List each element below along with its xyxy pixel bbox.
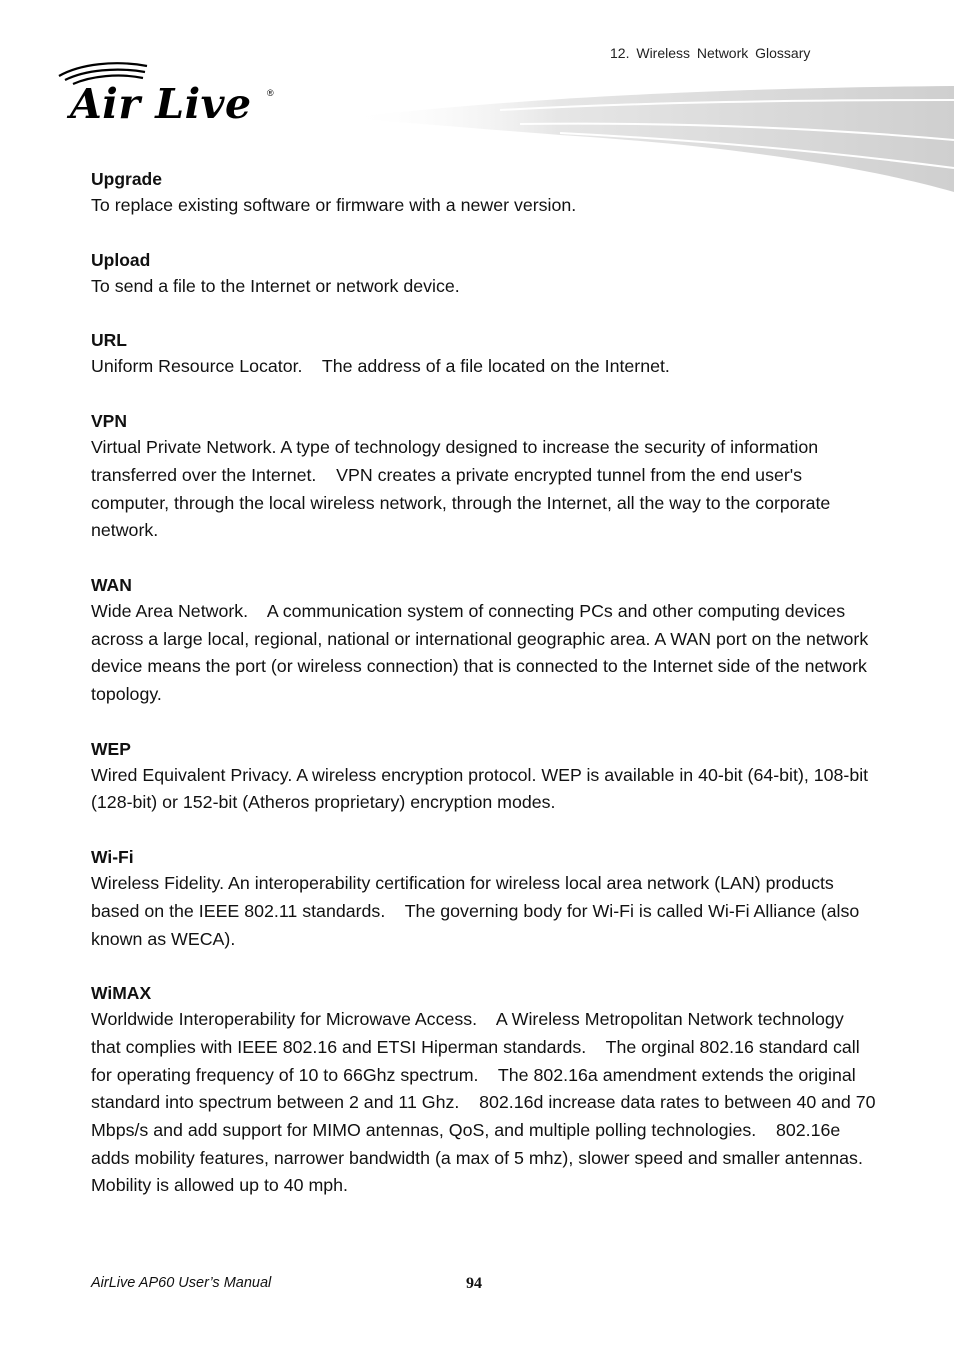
term-definition: Uniform Resource Locator. The address of a file located on the Internet. — [91, 356, 670, 377]
glossary-entry-wimax — [91, 980, 881, 1200]
term-heading: Upgrade — [91, 169, 162, 189]
glossary-entry-url — [91, 327, 876, 381]
term-heading: URL — [91, 330, 127, 351]
glossary-entry-wan — [91, 572, 876, 709]
term-heading: VPN — [91, 411, 127, 432]
glossary-content — [91, 166, 881, 1227]
glossary-entry-vpn — [91, 408, 876, 545]
registered-mark: ® — [267, 88, 274, 98]
term-heading: WiMAX — [91, 983, 152, 1004]
term-definition: Wireless Fidelity. An interoperability certification for wireless local area network (LAN) products based on the IEEE 802.11 standards. The governing body for Wi-Fi is called Wi-Fi Alliance (also known as WECA). — [91, 873, 865, 949]
term-definition: To send a file to the Internet or network device. — [91, 275, 460, 296]
glossary-entry-wep — [91, 736, 876, 817]
glossary-entry-upload — [91, 247, 876, 301]
term-heading: Wi-Fi — [91, 847, 134, 868]
glossary-entry-wifi — [91, 844, 876, 953]
chapter-title: 12. Wireless Network Glossary — [610, 45, 811, 61]
glossary-entry-upgrade — [91, 166, 876, 220]
term-heading: WEP — [91, 738, 131, 759]
term-definition: Worldwide Interoperability for Microwave Access. A Wireless Metropolitan Network technology that complies with IEEE 802.16 and ETSI Hiperman standards. The orginal 802.16 standard call for operating frequency of 10 to 66Ghz spectrum. The 802.16a amendment extends the original standard into spectrum between 2 and 11 Ghz. 802.16d increase data rates to between 40 and 70 Mbps/s and add support for MIMO antennas, QoS, and multiple polling technologies. 802.16e adds mobility features, narrower bandwidth (a max of 5 mhz), slower speed and smaller antennas. Mobility is allowed up to 40 mph. — [91, 1009, 881, 1196]
logo-wordmark: Air Live — [70, 80, 252, 128]
term-definition: Wired Equivalent Privacy. A wireless encryption protocol. WEP is available in 40-bit (64-bit), 108-bit (128-bit) or 152-bit (Atheros proprietary) encryption modes. — [91, 764, 874, 813]
term-definition: Wide Area Network. A communication system of connecting PCs and other computing devices across a large local, regional, national or international geographic area. A WAN port on the network device means the port (or wireless connection) that is connected to the Internet side of the network topology. — [91, 600, 874, 705]
page-number: 94 — [466, 1275, 482, 1292]
term-definition: To replace existing software or firmware with a newer version. — [91, 195, 577, 215]
term-heading: WAN — [91, 574, 132, 595]
term-definition: Virtual Private Network. A type of technology designed to increase the security of information transferred over the Internet. VPN creates a private encrypted tunnel from the end user's computer, through the local wireless network, through the Internet, all the way to the corporate network. — [91, 437, 836, 541]
term-heading: Upload — [91, 249, 151, 270]
airlive-logo — [55, 58, 290, 128]
footer-manual-title: AirLive AP60 User’s Manual — [91, 1275, 272, 1291]
